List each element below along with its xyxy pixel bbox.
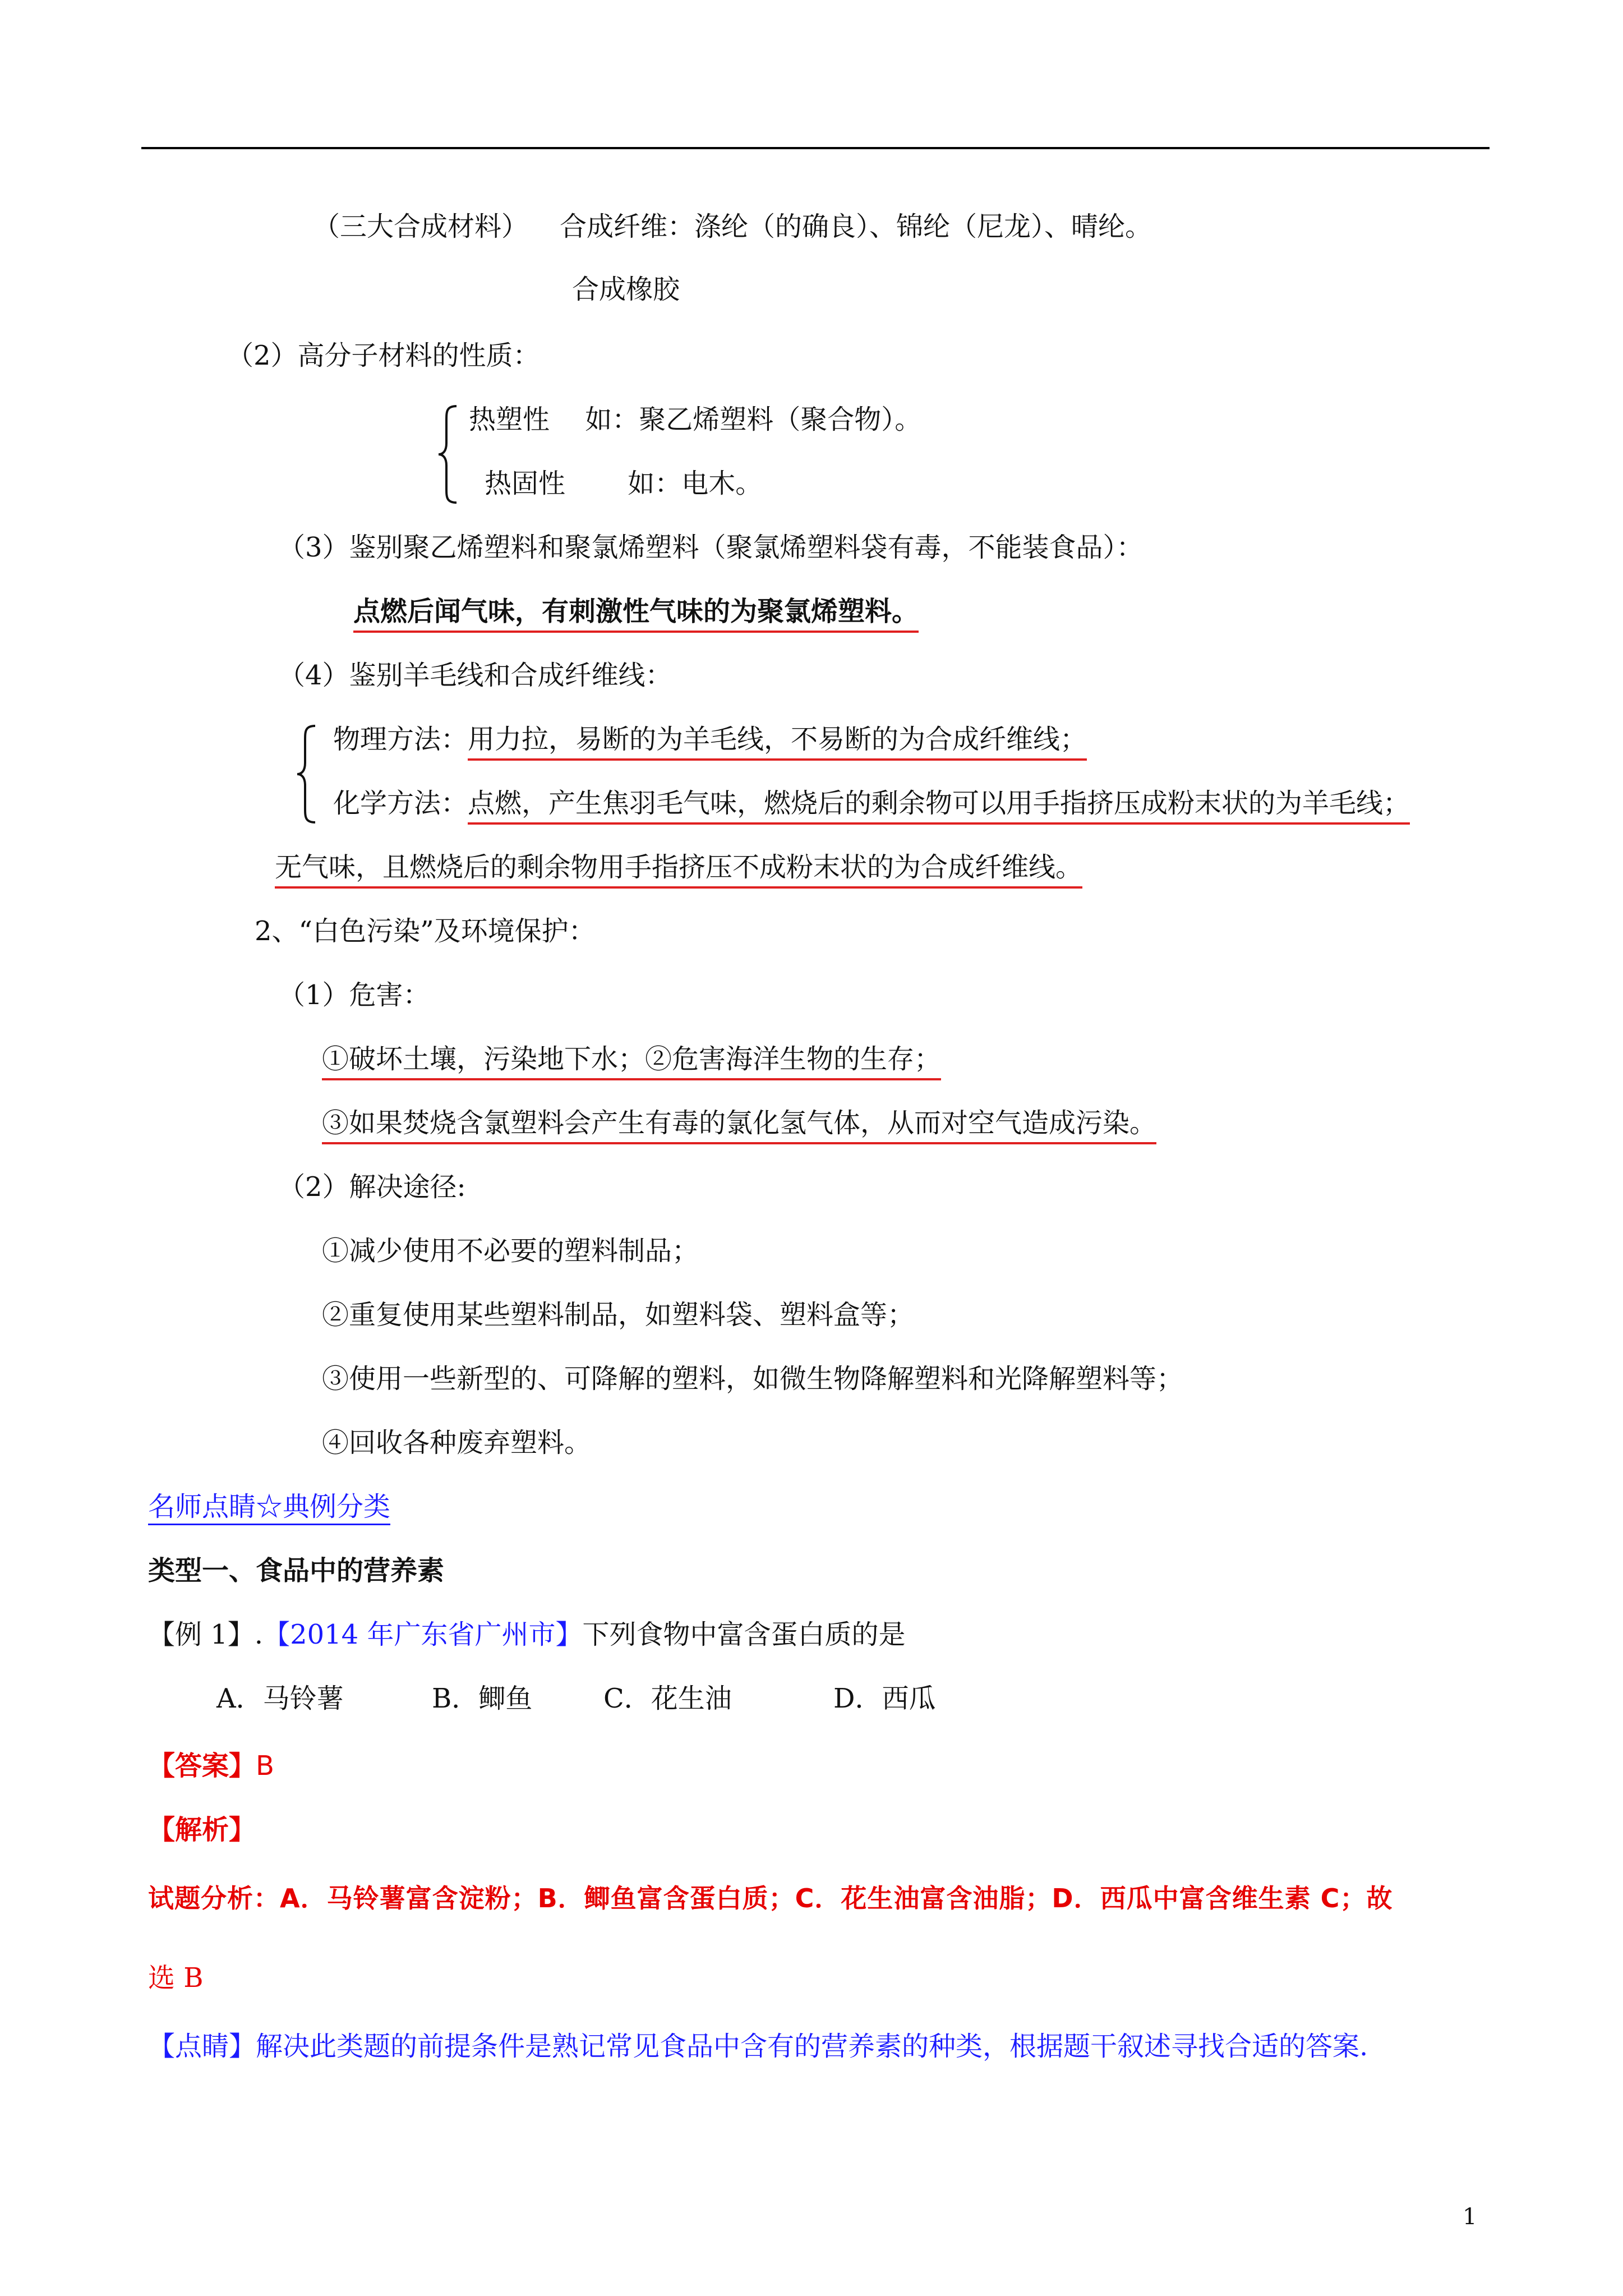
option-d: D．西瓜 [833, 1683, 936, 1714]
option-c: C．花生油 [603, 1683, 732, 1714]
example-prefix: 【例 1】. [148, 1619, 264, 1650]
line-synthetic-materials [313, 209, 1152, 245]
physical-method-label: 物理方法： [333, 724, 468, 755]
line-identify-plastics-answer [353, 593, 919, 629]
harm-1-answer: ①破坏土壤，污染地下水；②危害海洋生物的生存； [322, 1043, 941, 1080]
type-heading: 类型一、食品中的营养素 [148, 1555, 445, 1586]
line-solution-heading: （2）解决途径: [278, 1171, 466, 1203]
header-rule [141, 147, 1490, 149]
line-identify-wool: （4）鉴别羊毛线和合成纤维线： [278, 660, 672, 691]
left-brace-icon [436, 404, 459, 505]
chemical-method-answer-cont: 无气味，且燃烧后的剩余物用手指挤压不成粉末状的为合成纤维线。 [275, 852, 1082, 889]
section-link-row [148, 1489, 390, 1525]
section-link[interactable]: 名师点睛☆典例分类 [148, 1491, 390, 1525]
example-question: 下列食物中富含蛋白质的是 [582, 1619, 906, 1650]
harm-2-answer: ③如果焚烧含氯塑料会产生有毒的氯化氢气体，从而对空气造成污染。 [322, 1107, 1156, 1144]
tip-row [148, 2028, 1368, 2064]
left-brace-icon [295, 724, 317, 825]
line-harm-heading: （1）危害： [278, 979, 430, 1011]
analysis-text-1: 试题分析：A．马铃薯富含淀粉；B．鲫鱼富含蛋白质；C．花生油富含油脂；D．西瓜中富含维生素 C；故 [148, 1883, 1393, 1913]
line-harm-2 [322, 1105, 1156, 1141]
synthetic-materials-label: （三大合成材料） [313, 211, 529, 242]
example-source: 【2014 年广东省广州市】 [263, 1619, 583, 1650]
chemical-method-answer: 点燃，产生焦羽毛气味，燃烧后的剩余物可以用手指挤压成粉末状的为羊毛线； [468, 788, 1410, 825]
answer-label: 【答案】 [148, 1750, 256, 1782]
line-harm-1 [322, 1041, 941, 1077]
example-options [216, 1681, 936, 1717]
answer-value: B [256, 1750, 274, 1782]
physical-method-answer: 用力拉，易断的为羊毛线，不易断的为合成纤维线； [468, 724, 1087, 761]
tip-text: 解决此类题的前提条件是熟记常见食品中含有的营养素的种类，根据题干叙述寻找合适的答案. [256, 2031, 1368, 2062]
line-solution-3: ③使用一些新型的、可降解的塑料，如微生物降解塑料和光降解塑料等； [322, 1363, 1184, 1395]
line-thermoplastic: 热塑性 如：聚乙烯塑料（聚合物）。 [469, 404, 922, 435]
tip-label: 【点睛】 [148, 2031, 256, 2062]
example-1 [148, 1617, 906, 1653]
line-chemical-method [333, 785, 1410, 821]
line-thermoset: 热固性 如：电木。 [485, 468, 763, 499]
page-number: 1 [1463, 2204, 1477, 2230]
line-white-pollution: 2、“白色污染”及环境保护： [255, 915, 596, 947]
line-identify-plastics: （3）鉴别聚乙烯塑料和聚氯烯塑料（聚氯烯塑料袋有毒，不能装食品）： [278, 532, 1144, 563]
line-solution-4: ④回收各种废弃塑料。 [322, 1427, 592, 1458]
synthetic-fiber-text: 合成纤维：涤纶（的确良）、锦纶（尼龙）、晴纶。 [560, 211, 1152, 242]
answer-row [148, 1748, 274, 1784]
line-synthetic-rubber: 合成橡胶 [572, 274, 680, 305]
line-chemical-method-cont [275, 849, 1082, 885]
line-solution-1: ①减少使用不必要的塑料制品； [322, 1235, 699, 1267]
line-polymer-properties: （2）高分子材料的性质： [227, 340, 540, 371]
analysis-text-2: 选 B [148, 1962, 204, 1994]
line-physical-method [333, 721, 1087, 757]
identify-plastics-answer: 点燃后闻气味，有刺激性气味的为聚氯烯塑料。 [353, 596, 919, 633]
line-solution-2: ②重复使用某些塑料制品，如塑料袋、塑料盒等； [322, 1299, 915, 1331]
analysis-label: 【解析】 [148, 1814, 256, 1846]
chemical-method-label: 化学方法： [333, 788, 468, 819]
option-b: B．鲫鱼 [432, 1683, 533, 1714]
option-a: A．马铃薯 [216, 1683, 344, 1714]
